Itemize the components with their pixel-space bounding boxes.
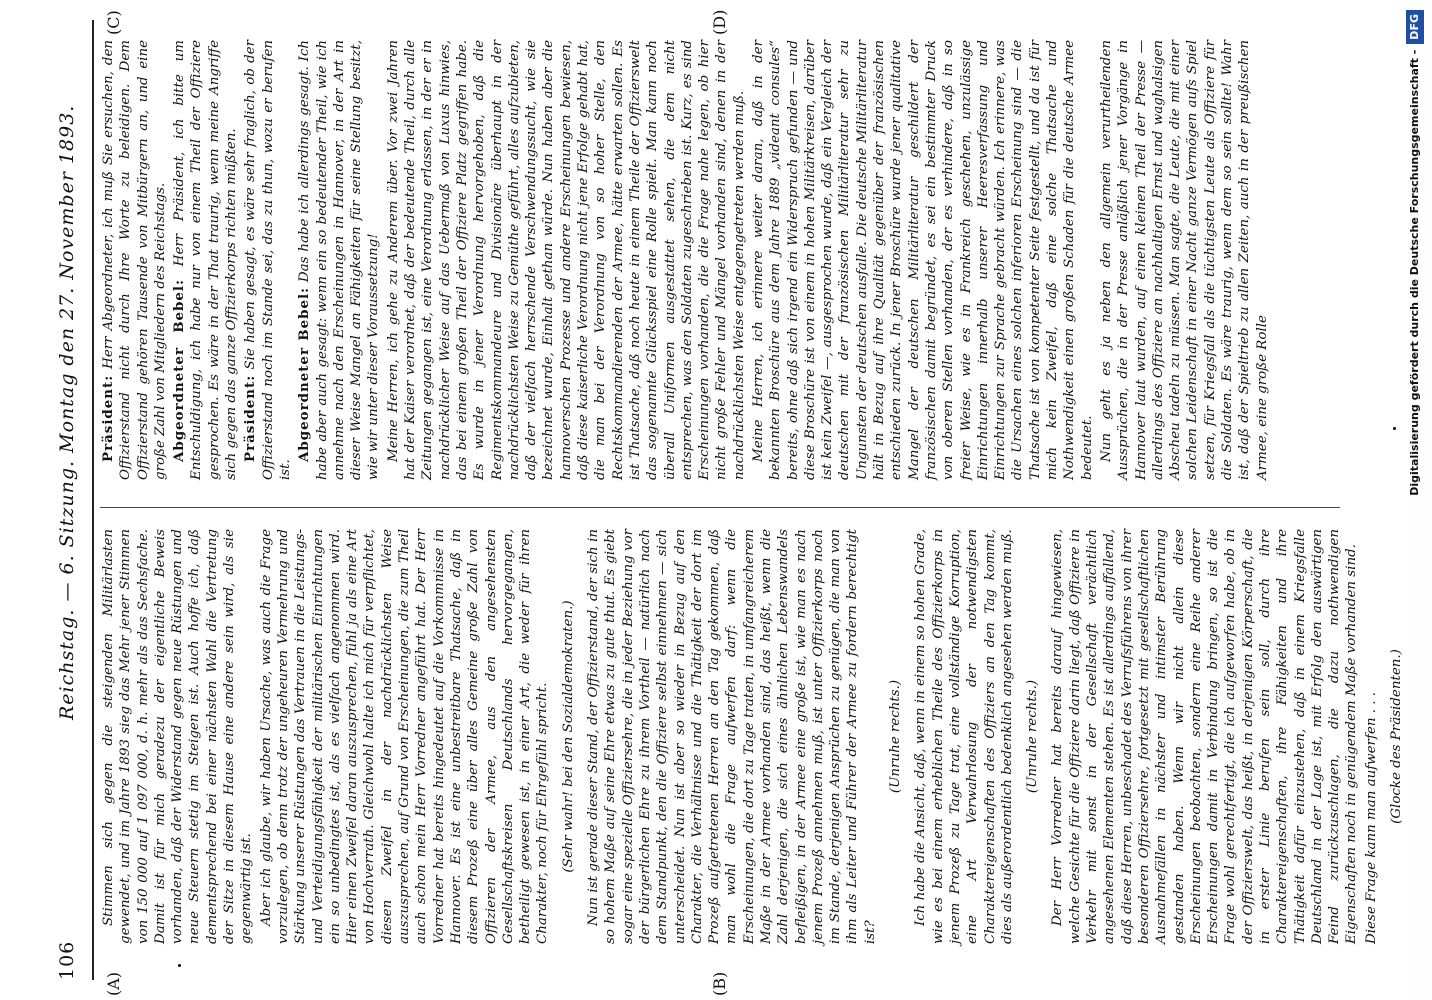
right-column: [100, 40, 1340, 480]
speaker-name: Abgeordneter Bebel:: [296, 286, 313, 462]
paragraph: [171, 40, 240, 480]
paragraph-text: Diese Frage kann man aufwerfen . . .: [1363, 692, 1379, 944]
scan-speck: [1393, 427, 1396, 430]
paragraph: [242, 40, 294, 480]
paragraph: [750, 40, 1096, 480]
margin-marker-c: (C): [104, 10, 123, 35]
scan-speck: [178, 964, 181, 967]
paragraph-text: Das habe ich allerdings gesagt. Ich habe aber auch gesagt: wenn ein so bedeutender Theil, wie ich annehme nach den Erscheinungen in Hannover, in der Art in dieser Weise Mangel an Fähigkeiten für seine Stellung besitzt, wie wir unter dieser Voraussetzung!: [297, 40, 382, 480]
paragraph-text: (Sehr wahr! bei den Sozialdemokraten.): [560, 600, 576, 873]
paragraph-text: Nun geht es ja neben den allgemein verurtheilenden Aussprüchen, die in der Presse anläßlich jener Vorgänge in Hannover laut wurden, auf einen kleinen Theil der Presse — allerdings des Offiziere an nachhaltigen Ernst und waghalsigen Abscheu tadeln zu müssen. Man sagte, die Leute, die mit einer solchen Leidenschaft in einer Nacht ganze Vermögen aufs Spiel setzen, für Kriegsfall als die tüchtigsten Leute als Offiziere für die Soldaten. Es wäre traurig, wenn dem so sein sollte! Wahr ist, daß der Spieltrieb zu allen Zeiten, auch in der preußischen Armee, eine große Rolle: [1098, 40, 1270, 480]
page-title: Reichstag. — 6. Sitzung. Montag den 27. November 1893.: [56, 104, 78, 720]
page-number: 106: [56, 940, 78, 980]
speaker-name: Abgeordneter Bebel:: [171, 279, 188, 462]
paragraph: [585, 529, 879, 944]
paragraph-text: Ich habe die Ansicht, daß, wenn in einem so hohen Grade, wie es bei einem erheblichen Theile des Offizierkorps in jenem Prozeß zu Tage trat, eine vollständige Korruption, eine Art Verwahrlosung der notwendigsten Charaktereigenschaften des Offiziers an den Tag kommt, dies als außerordentlich bedenklich angesehen werden muß.: [913, 529, 1015, 944]
margin-marker-a: (A): [104, 971, 123, 996]
dfg-logo: DFG: [1406, 10, 1424, 44]
paragraph: [1049, 529, 1360, 944]
paragraph: [296, 40, 382, 480]
paragraph-text: Stimmen sich gegen die steigenden Militärlasten gewendet, und im Jahre 1893 sieg das Mehr jener Stimmen von 150 000 auf 1 097 000, d. h. mehr als das Sechsfache. Damit ist für mich geradezu der eigentliche Beweis vorhanden, daß der Widerstand gegen neue Rüstungen und neue Steuern stetig im Steigen ist. Auch hoffe ich, daß dementsprechend bei einer nächsten Wahl die Vertretung der Sitze in diesem Hause eine andere sein wird, als sie gegenwärtig ist.: [101, 529, 255, 944]
paragraph-text: (Glocke des Präsidenten.): [1389, 649, 1405, 824]
margin-marker-d: (D): [710, 9, 729, 35]
paragraph: [258, 529, 552, 944]
paragraph-text: (Unruhe rechts.): [1025, 679, 1041, 794]
digitization-credit: [1402, 10, 1428, 990]
credit-text: Digitalisierung gefördert durch die Deutsche Forschungsgemeinschaft -: [1408, 49, 1421, 496]
paragraph: [1098, 40, 1271, 480]
paragraph: [912, 529, 1016, 944]
paragraph-text: Aber ich glaube, wir haben Ursache, was auch die Frage vorzulegen, ob denn trotz der ungeheuren Vermehrung und Stärkung unserer Rüstungen das Vertrauen in die Leistungs- und Verteidigungsfähigkeit der militärischen Einrichtungen ein so unbedingtes ist, als es vielfach angenommen wird. Hier einen Zweifel daran auszusprechen, fühl ja als eine Art von Hochverrath. Gleichwohl halte ich mich für verpflichtet, diesen Zweifel in der nachdrücklichsten Weise auszusprechen, auf Grund von Erscheinungen, die zum Theil auch schon mein Herr Vorredner angeführt hat. Der Herr Vorredner hat bereits hingedeutet auf die Vorkommnisse in Hannover. Es ist eine unbestreitbare Thatsache, daß in diesem Prozeß eine über alles Gemeine große Zahl von Offizieren der Armee, aus den angesehensten Gesellschaftskreisen Deutschlands hervorgegangen, betheiligt gewesen ist, in einer Art, die weder für ihren Charakter, noch für Ehrgefühl spricht.: [258, 529, 551, 944]
paragraph-text: Sie haben gesagt, es wäre sehr fraglich, ob der Offizierstand noch im Stande sei, das zu thun, wozu er berufen ist.: [243, 40, 293, 480]
paragraph-text: (Unruhe rechts.): [888, 679, 904, 794]
header-rule: [92, 20, 94, 980]
margin-marker-b: (B): [710, 971, 729, 996]
paragraph: [385, 40, 748, 480]
stage-direction: [560, 529, 577, 944]
paragraph: [1363, 529, 1380, 944]
speaker-name: Präsident:: [100, 374, 116, 462]
paragraph-text: Nun ist gerade dieser Stand, der Offizierstand, der sich in so hohem Maße auf seine Ehre etwas zu gute thut. Es giebt sogar eine spezielle Offiziersehre, die in jeder Beziehung vor der bürgerlichen Ehre zu ihrem Vortheil — natürlich nach dem Standpunkt, den die Offiziere selbst einnehmen — sich unterscheidet. Nun ist aber so wieder in Bezug auf den Charakter, die Verhältnisse und die Thätigkeit der dort im Prozeß aufgetretenen Herren an den Tag gekommen, daß man wohl die Frage aufwerfen darf: wenn die Erscheinungen, die dort zu Tage traten, in umfangreicherem Maße in der Armee vorhanden sind, das heißt, wenn die Zahl derjenigen, die sich eines ähnlichen Lebenswandels befleißigen, in der Armee eine große ist, wie man es nach jenem Prozeß annehmen muß, ist unter Offizierkorps noch im Stande, derjenigen Ansprüchen zu genügen, die man von ihm als Leiter und Führer der Armee zu fordern berechtigt ist?: [586, 529, 878, 944]
credit-line: [1402, 10, 1428, 990]
paragraph-text: Herr Präsident, ich bitte um Entschuldigung, ich habe nur von einem Theil der Offiziere gesprochen. Es wäre in der That traurig, wenn meine Angriffe sich gegen das ganze Offizierkorps richten müßten.: [172, 40, 240, 480]
column-divider: [100, 507, 1340, 508]
speaker-name: Präsident:: [242, 374, 259, 462]
paragraph-text: Der Herr Vorredner hat bereits darauf hingewiesen, welche Gesichte für die Offiziere darin liegt, daß Offiziere in Verkehr mit sonst in der Gesellschaft verächtlich angesehenen Elementen stehen. Es ist allerdings auffallend, daß diese Herren, unbeschadet des Verrufsführens von ihrer besonderen Offiziersehre, fortgesetzt mit gesellschaftlichen Ausnahmefällen in nächster und intimster Berührung gestanden haben. Wenn wir nicht allein diese Erscheinungen beobachten, sondern eine Reihe anderer Erscheinungen damit in Verbindung bringen, so ist die Frage wohl gerechtfertigt, die ich aufgeworfen habe, ob in der Offizierswelt, das heißt, in derjenigen Körperschaft, die in erster Linie berufen sein soll, durch ihre Charaktereigenschaften, ihre Fähigkeiten und ihre Thätigkeit dafür einzustehen, daß in einem Kriegsfalle Deutschland in der Lage ist, mit Erfolg den auswärtigen Feind zurückzuschlagen, die dazu nothwendigen Eigenschaften noch in genügendem Maße vorhanden sind.: [1050, 529, 1360, 944]
stage-direction: [1024, 529, 1041, 944]
paragraph-text: Meine Herren, ich erinnere weiter daran, daß in der bekannten Broschüre aus dem Jahre 1889 „videant consules“ bereits, ohne daß sich irgend ein Widerspruch gefunden — und diese Broschüre ist von einem in hohen Militärkreisen, darüber ist kein Zweifel —, ausgesprochen wurde, daß ein Vergleich der deutschen mit der französischen Militärliteratur sehr zu Ungunsten der deutschen ausfalle. Die deutsche Militärliteratur hält in Bezug auf ihre Qualität gegenüber der französischen entschieden zurück. In jener Broschüre wurde jener qualitative Mangel der deutschen Militärliteratur geschildert der französischen damit begründet, es sei ein bestimmter Druck von oberen Stellen vorhanden, der es verhindere, daß in so freier Weise, wie es in Frankreich geschehen, unzulässige Einrichtungen innerhalb unserer Heeresverfassung und Einrichtungen zur Sprache gebracht würden. Ich erinnere, was die Ursachen eines solchen inferioren Erscheinung sind — die Thatsache ist von kompetenter Seite festgestellt, und da ist für mich kein Zweifel, daß eine solche Thatsache und Nothwendigkeit einen großen Schaden für die deutsche Armee bedeutet.: [750, 40, 1095, 480]
page-header: [50, 0, 86, 1000]
paragraph-text: Herr Abgeordneter, ich muß Sie ersuchen, den Offizierstand nicht durch Ihre Worte zu beleidigen. Dem Offizierstand gehören Tausende von Mitbürgern an, und eine große Zahl von Mitgliedern des Reichstags.: [101, 40, 168, 480]
paragraph-text: Meine Herren, ich gehe zu Anderem über. Vor zwei Jahren hat der Kaiser verordnet, daß der bedeutende Theil, durch alle Zeitungen gegangen ist, eine Verordnung erlassen, in der er in nachdrücklicher Weise auf das Uebermaß von Luxus hinwies, das bei einem großen Theil der Offiziere Platz gegriffen habe. Es wurde in jener Verordnung hervorgehoben, daß die Regimentskommandeure und Divisionäre überhaupt in der nachdrücklichsten Weise zu Gemüthe geführt, alles aufzubieten, daß der vielfach herrschende Verschwendungssucht, wie sie bezeichnet wurde, Einhalt gethan würde. Nun haben aber die hannoverschen Prozesse und andere Erscheinungen bewiesen, daß diese kaiserliche Verordnung nicht jene Erfolge gehabt hat, die man bei der Verordnung von so hoher Stelle, den Rechtskommandierenden der Armee, hätte erwarten sollen. Es ist Thatsache, daß noch heute in einem Theile der Offizierswelt das sogenannte Glücksspiel eine Rolle spielt. Man kann noch überall Uniformen ausgestattet sehen, die dem nicht entsprechen, was den Soldaten zugeschrieben ist. Kurz, es sind Erscheinungen vorhanden, die die Frage nahe legen, ob hier nicht große Fehler und Mängel vorhanden sind, denen in der nachdrücklichsten Weise entgegengetreten werden muß.: [385, 40, 747, 480]
stage-direction: [887, 529, 904, 944]
paragraph: [100, 529, 256, 944]
paragraph: [100, 40, 169, 480]
left-column: [100, 529, 1405, 944]
